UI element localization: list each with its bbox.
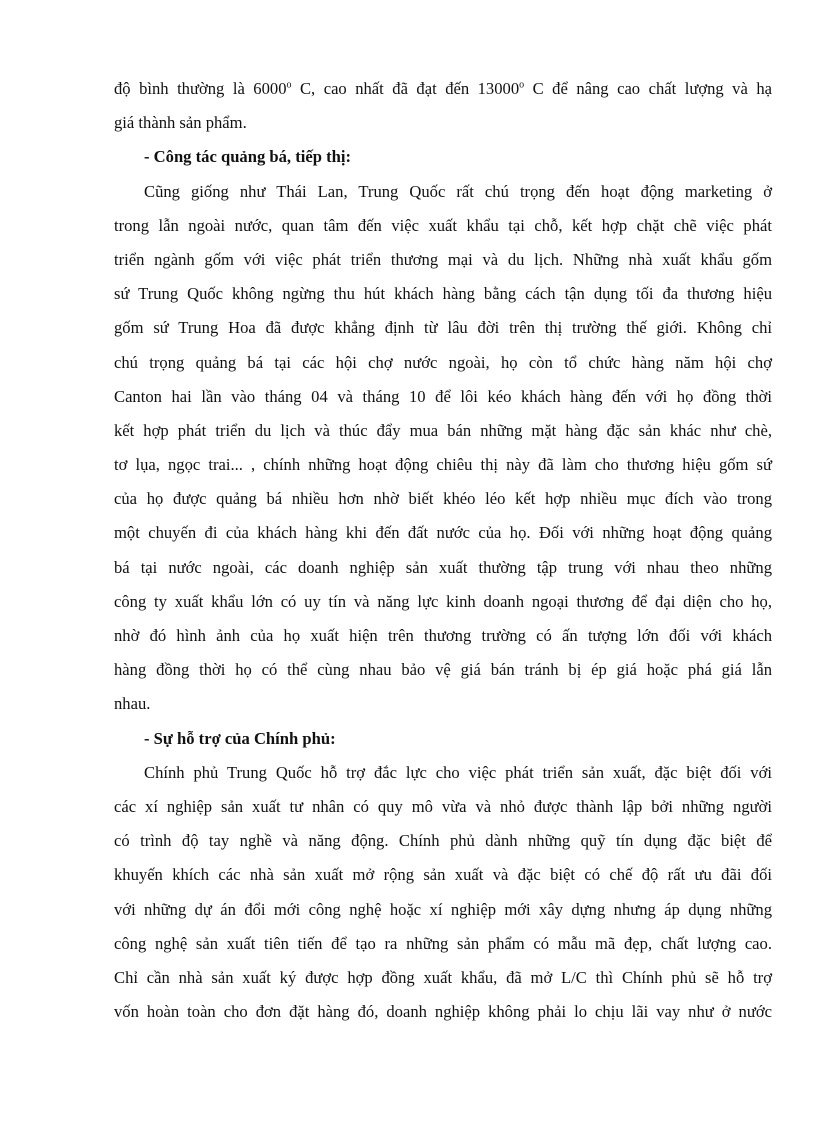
paragraph-line: có trình độ tay nghề và năng động. Chính phủ dành những quỹ tín dụng đặc biệt để [114, 831, 772, 851]
paragraph-line: công nghệ sản xuất tiên tiến để tạo ra những sản phẩm có mẫu mã đẹp, chất lượng cao. [114, 933, 772, 953]
paragraph-line: với những dự án đổi mới công nghệ hoặc xí nghiệp mới xây dựng nhưng áp dụng những [114, 899, 772, 919]
text-run: C, cao nhất đã đạt đến 13000 [291, 79, 520, 98]
paragraph-line [114, 72, 772, 106]
paragraph-line: Chính phủ Trung Quốc hỗ trợ đắc lực cho việc phát triển sản xuất, đặc biệt đối với [144, 762, 772, 782]
paragraph-line: giá thành sản phẩm. [114, 113, 247, 133]
text-run: độ bình thường là 6000 [114, 79, 287, 98]
text-run: C để nâng cao chất lượng và hạ [524, 79, 772, 98]
paragraph-line: triển ngành gốm với việc phát triển thương mại và du lịch. Những nhà xuất khẩu gốm [114, 249, 772, 269]
paragraph-line: gốm sứ Trung Hoa đã được khẳng định từ lâu đời trên thị trường thế giới. Không chỉ [114, 318, 772, 338]
paragraph-line: bá tại nước ngoài, các doanh nghiệp sản xuất thường tập trung với nhau theo những [114, 557, 772, 577]
paragraph-line: chú trọng quảng bá tại các hội chợ nước ngoài, họ còn tổ chức hàng năm hội chợ [114, 352, 772, 372]
paragraph-line: Cũng giống như Thái Lan, Trung Quốc rất chú trọng đến hoạt động marketing ở [144, 181, 772, 201]
paragraph-line: một chuyến đi của khách hàng khi đến đất nước của họ. Đối với những hoạt động quảng [114, 523, 772, 543]
paragraph-line: các xí nghiệp sản xuất tư nhân có quy mô vừa và nhỏ được thành lập bởi những người [114, 796, 772, 816]
section-heading-government-support: - Sự hỗ trợ của Chính phủ: [144, 728, 336, 748]
paragraph-line: khuyến khích các nhà sản xuất mở rộng sản xuất và đặc biệt có chế độ rất ưu đãi đối [114, 865, 772, 885]
paragraph-line: tơ lụa, ngọc trai... , chính những hoạt động chiêu thị này đã làm cho thương hiệu gốm sứ [114, 455, 772, 475]
paragraph-line: của họ được quảng bá nhiều hơn nhờ biết khéo léo kết hợp nhiều mục đích vào trong [114, 489, 772, 509]
paragraph-line: trong lẫn ngoài nước, quan tâm đến việc xuất khẩu tại chỗ, kết hợp chặt chẽ việc phát [114, 215, 772, 235]
paragraph-line: nhờ đó hình ảnh của họ xuất hiện trên thương trường có ấn tượng lớn đối với khách [114, 626, 772, 645]
paragraph-line: Chỉ cần nhà sản xuất ký được hợp đồng xuất khẩu, đã mở L/C thì Chính phủ sẽ hỗ trợ [114, 967, 772, 987]
degree-superscript: o [519, 79, 525, 91]
paragraph-line: vốn hoàn toàn cho đơn đặt hàng đó, doanh nghiệp không phải lo chịu lãi vay như ở nước [114, 1002, 772, 1022]
paragraph-line: nhau. [114, 694, 151, 714]
paragraph-line: công ty xuất khẩu lớn có uy tín và năng lực kinh doanh ngoại thương để đại diện cho họ, [114, 591, 772, 611]
paragraph-line: hàng đồng thời họ có thể cùng nhau bảo vệ giá bán tránh bị ép giá hoặc phá giá lẫn [114, 660, 772, 680]
paragraph-line: kết hợp phát triển du lịch và thúc đẩy mua bán những mặt hàng đặc sản khác như chè, [114, 420, 772, 440]
degree-superscript: o [286, 79, 292, 91]
paragraph-line: Canton hai lần vào tháng 04 và tháng 10 để lôi kéo khách hàng đến với họ đồng thời [114, 386, 772, 406]
section-heading-marketing: - Công tác quảng bá, tiếp thị: [144, 147, 351, 167]
paragraph-line: sứ Trung Quốc không ngừng thu hút khách hàng bằng cách tận dụng tối đa thương hiệu [114, 284, 772, 304]
